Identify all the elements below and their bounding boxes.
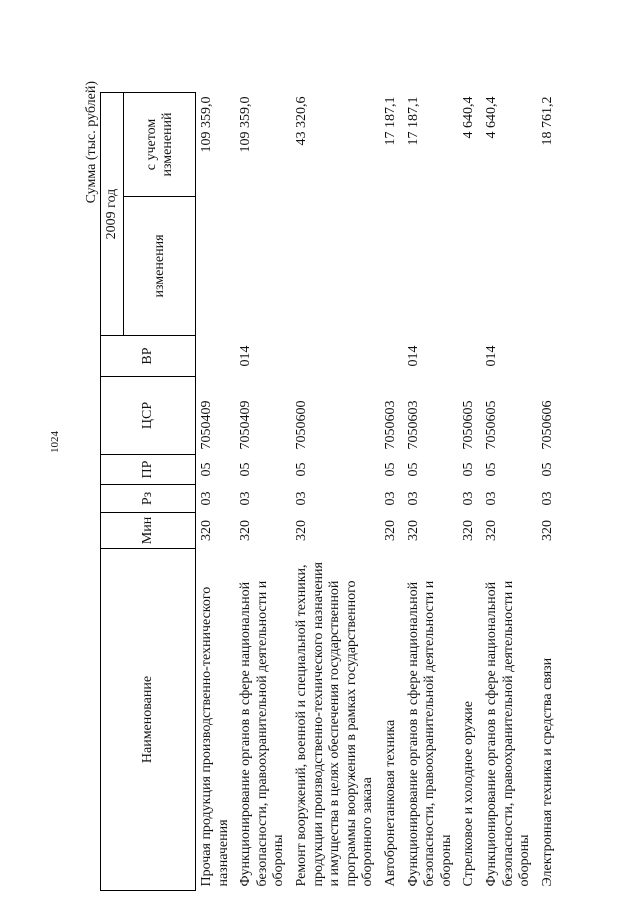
cell-pr: 05 — [199, 462, 214, 477]
table-row — [458, 93, 481, 891]
header-vr: ВР — [101, 336, 196, 377]
cell-min: 320 — [539, 520, 555, 541]
table-row — [196, 93, 236, 891]
cell-changes — [380, 197, 403, 336]
header-changes: изменения — [124, 197, 196, 336]
cell-vr — [537, 336, 560, 377]
table-row — [235, 93, 291, 891]
table-row — [380, 93, 403, 891]
header-name: Наименование — [101, 549, 196, 891]
cell-csr: 7050605 — [483, 400, 499, 450]
cell-rz: 03 — [461, 491, 477, 506]
header-with-changes: с учетом изменений — [124, 93, 196, 197]
cell-csr: 7050603 — [382, 400, 398, 450]
cell-name: Прочая продукция производственно-технического назначения — [199, 586, 231, 887]
cell-total: 4 640,4 — [461, 96, 477, 139]
page-number: 1024 — [49, 431, 61, 453]
cell-pr: 05 — [539, 462, 555, 477]
cell-total: 43 320,6 — [293, 96, 309, 146]
cell-vr: 014 — [405, 345, 421, 367]
cell-total: 17 187,1 — [382, 96, 398, 146]
header-pr: ПР — [101, 455, 196, 485]
header-rz: Рз — [101, 485, 196, 513]
cell-vr — [291, 336, 380, 377]
header-year: 2009 год — [101, 93, 124, 336]
cell-vr: 014 — [483, 345, 499, 367]
cell-csr: 7050600 — [293, 400, 309, 450]
budget-table — [100, 92, 559, 891]
cell-total: 18 761,2 — [539, 96, 555, 146]
table-row — [481, 93, 537, 891]
cell-csr: 7050605 — [461, 400, 477, 450]
cell-pr: 05 — [461, 462, 477, 477]
cell-rz: 03 — [405, 491, 421, 506]
table-row — [403, 93, 459, 891]
table-row — [291, 93, 380, 891]
cell-changes — [235, 197, 291, 336]
cell-total: 4 640,4 — [483, 96, 499, 139]
cell-min: 320 — [293, 520, 309, 541]
cell-changes — [196, 197, 236, 336]
cell-csr: 7050606 — [539, 400, 555, 450]
cell-changes — [537, 197, 560, 336]
cell-rz: 03 — [199, 491, 214, 506]
cell-vr: 014 — [238, 345, 254, 367]
cell-name: Автобронетанковая техника — [382, 719, 398, 887]
cell-pr: 05 — [483, 462, 499, 477]
header-csr: ЦСР — [101, 377, 196, 455]
cell-pr: 05 — [382, 462, 398, 477]
amount-caption: Сумма (тыс. рублей) — [84, 81, 99, 204]
cell-rz: 03 — [382, 491, 398, 506]
cell-pr: 05 — [293, 462, 309, 477]
cell-total: 17 187,1 — [405, 96, 421, 146]
cell-rz: 03 — [238, 491, 254, 506]
cell-name: Стрелковое и холодное оружие — [461, 701, 477, 887]
cell-rz: 03 — [483, 491, 499, 506]
cell-changes — [458, 197, 481, 336]
cell-name: Функционирование органов в сфере национальной безопасности, правоохранительной деятельности и обороны — [483, 580, 533, 887]
cell-csr: 7050603 — [405, 400, 421, 450]
cell-name: Ремонт вооружений, военной и специальной техники, продукции производственно-технического назначения и имущества в целях обеспечения государственной программы вооружения в рамках государственного оборонного заказа — [293, 562, 376, 887]
cell-csr: 7050409 — [238, 400, 254, 450]
budget-table-sheet — [84, 81, 554, 891]
cell-min: 320 — [382, 520, 398, 541]
cell-changes — [481, 197, 537, 336]
cell-rz: 03 — [539, 491, 555, 506]
cell-name: Электронная техника и средства связи — [539, 657, 555, 887]
cell-min: 320 — [461, 520, 477, 541]
cell-total: 109 359,0 — [238, 96, 254, 153]
cell-min: 320 — [405, 520, 421, 541]
header-min: Мин — [101, 513, 196, 549]
cell-pr: 05 — [405, 462, 421, 477]
cell-vr — [196, 336, 236, 377]
cell-vr — [458, 336, 481, 377]
cell-name: Функционирование органов в сфере национальной безопасности, правоохранительной деятельности и обороны — [238, 580, 287, 887]
cell-changes — [291, 197, 380, 336]
table-row — [537, 93, 560, 891]
cell-vr — [380, 336, 403, 377]
table-body — [196, 93, 560, 891]
cell-pr: 05 — [238, 462, 254, 477]
cell-rz: 03 — [293, 491, 309, 506]
cell-min: 320 — [238, 520, 254, 541]
cell-name: Функционирование органов в сфере национальной безопасности, правоохранительной деятельности и обороны — [405, 580, 454, 887]
cell-csr: 7050409 — [199, 400, 214, 450]
cell-min: 320 — [483, 520, 499, 541]
cell-changes — [403, 197, 459, 336]
cell-total: 109 359,0 — [199, 96, 214, 153]
cell-min: 320 — [199, 520, 214, 541]
